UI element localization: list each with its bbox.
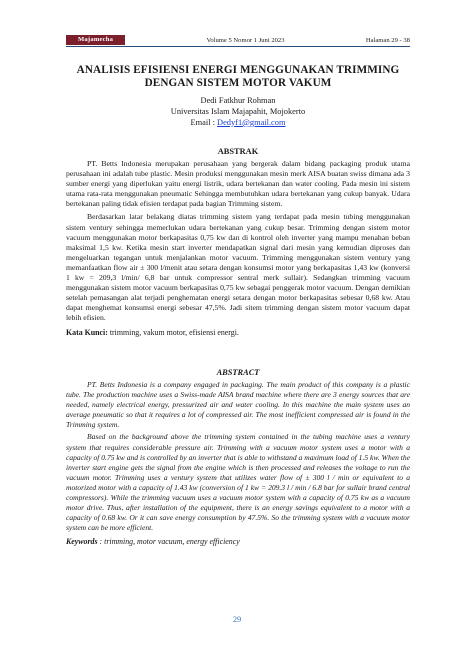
abstrak-heading: ABSTRAK (217, 147, 259, 156)
author-affiliation: Universitas Islam Majapahit, Mojokerto (170, 106, 306, 116)
abstract-paragraph-1: PT. Betts Indonesia is a company engaged in packaging. The main product of this company is a plastic tube. The production machine uses a Swiss-made AISA brand machine where there are 3 energy sources that are needed, namely electrical energy, pressurized air and water cooling. In this machine the main system uses an average pneumatic so that it requires a lot of compressed air. The most inefficient compressed air is found in the Trimming system. (66, 380, 410, 430)
abstrak-paragraph-2: Berdasarkan latar belakang diatas trimming sistem yang terdapat pada mesin tubing menggunakan sistem ventury sehingga memerlukan udara bertekanan yang cukup besar. Trimming dengan sistem motor vacuum menggunakan motor berkapasitas 0,75 kw dan di kontrol oleh inverter yang mampu menahan beban maksimal 1,5 kw. Ketika mesin start inverter mendapatkan signal dari mesin yang kemudian diproses dan mengeluarkan tegangan untuk menjalankan motor vacuum. Trimming menggunakan sistem ventury yang memanfaatkan flow air ± 300 l/menit atau setara dengan konsumsi motor yang berkapasitas 1,43 kw (konversi 1 kw = 209,3 l/min/ 6,8 bar untuk compressor sentral merk sullair). Sedangkan trimming vacuum menggunakan sistem motor vacuum berkapasitas 0,75 kw sebagai penggerak motor vacuum. Dengan demikian setelah pemasangan alat terjadi penghematan energi setara dengan motor berkapasitas sebesar 0,68 kw. Atau dapat menghemat konsumsi energi sebesar 47,5%. Jadi sitem trimming dengan sistem motor vacuum dapat lebih efisien. (66, 212, 410, 323)
email-label: Email : (190, 117, 218, 127)
running-header (66, 34, 410, 47)
kata-kunci-label: Kata Kunci: (66, 327, 108, 337)
author-block (66, 96, 410, 128)
kata-kunci-value: trimming, vakum motor, efisiensi energi. (107, 327, 239, 337)
paper-title (66, 64, 410, 90)
keywords-line (66, 537, 410, 547)
abstract-paragraph-2: Based on the background above the trimming system contained in the tubing machine uses a ventury system that requires considerable pressure air. Trimming with a vacuum motor system uses a motor with a capacity of 0.75 kw and is controlled by an inverter that is able to withstand a maximum load of 1.5 kw. When the inverter start engine gets the signal from the engine which is then processed and releases the voltage to run the vacuum motor. Trimming uses a ventury system that utilizes water flow of ± 300 l / min or equivalent to a motorized motor with a capacity of 1.43 kw (conversion of 1 kw = 209.3 l / min / 6.8 bar for sullair brand central compressors). While the trimming vacuum uses a vacuum motor system with a capacity of 0.75 kw as a vacuum motor drive. Thus, after installation of the equipment, there is an energy savings equivalent to a motor with a capacity of 0.68 kw. Or it can save energy consumption by 47.5%. So the trimming system with a vacuum motor system can be more efficient. (66, 432, 410, 533)
author-name: Dedi Fatkhur Rohman (200, 96, 276, 105)
author-email-line (66, 118, 410, 129)
abstrak-section (66, 147, 410, 338)
keywords-label: Keywords (66, 537, 98, 547)
abstract-heading: ABSTRACT (216, 368, 260, 377)
email-link[interactable]: Dedyf1@gmail.com (217, 117, 286, 127)
page-number: 29 (232, 615, 242, 624)
volume-info: Volume 5 Nomor 1 Juni 2023 (206, 36, 285, 44)
journal-name-badge: Majamecha (66, 35, 125, 45)
title-line-2: DENGAN SISTEM MOTOR VAKUM (144, 77, 332, 89)
kata-kunci-line (66, 328, 410, 338)
page-range: Halaman 29 - 38 (365, 36, 410, 44)
title-line-1: ANALISIS EFISIENSI ENERGI MENGGUNAKAN TRIMMING (76, 64, 400, 76)
abstrak-paragraph-1: PT. Betts Indonesia merupakan perusahaan yang bergerak dalam bidang packaging produk utama perusahaan ini adalah tube plastic. Mesin produksi menggunakan mesin merk AISA buatan swiss dimana ada 3 sumber energi yang diperlukan yaitu energi listrik, udara bertekanan dan water cooling. Pada mesin ini sistem utama rata-rata menggunakan pneumatic Sehingga membutuhkan udara bertekanan yang cukup banyak. Udara bertekanan paling tidak efisien terdapat pada bagian Trimming sistem. (66, 159, 410, 209)
abstract-section (66, 368, 410, 547)
keywords-value: : trimming, motor vacuum, energy efficiency (97, 537, 240, 547)
